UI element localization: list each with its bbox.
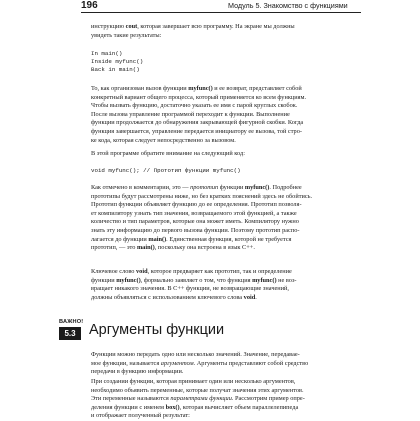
code-term: main()	[136, 244, 155, 252]
section-heading: Аргументы функции	[89, 322, 225, 338]
important-label: ВАЖНО!	[59, 319, 84, 325]
emphasis-term: аргументом	[160, 359, 194, 367]
text-line: прототипы будут рассмотрены ниже, но без кратких пояснений здесь не обойтись.	[91, 192, 313, 200]
code-term: void	[243, 293, 256, 301]
text-line: инструкцию cout, которая завершает всю программу. На экране мы должны	[91, 23, 295, 30]
text-line: ет компилятору узнать тип значения, возвращаемого этой функцией, а также	[91, 209, 297, 217]
code-term: myfunc()	[252, 276, 277, 284]
code-line: Inside myfunc()	[91, 58, 144, 66]
text-line: передачи в функцию информации.	[91, 368, 184, 376]
text-line: Функции можно передать одно или несколько значений. Значение, передавае-	[91, 351, 300, 358]
text-line: конкретный вариант общего процесса, который применяется ко всем функциям.	[91, 93, 307, 101]
text-line: деления функции с именем box(), которая вычисляет объем параллелепипеда	[91, 403, 299, 411]
text-line: Эти переменные называются параметрами функции. Рассмотрим пример опре-	[91, 395, 305, 403]
header-rule	[81, 12, 361, 13]
chapter-title: Модуль 5. Знакомство с функциями	[228, 1, 348, 10]
code-term: myfunc()	[116, 276, 141, 284]
emphasis-term: прототип	[190, 184, 219, 191]
emphasis-term: параметрами функции	[170, 395, 232, 403]
text-line: знать эту информацию до первого вызова функции. Поэтому прототип распо-	[91, 227, 300, 234]
code-term: box()	[165, 403, 180, 411]
text-line: мое функции, называется аргументом. Аргументы представляют собой средство	[91, 359, 309, 367]
code-term: cout	[125, 23, 138, 30]
text-line: необходимо объявить переменные, которые получат значения этих аргументов.	[91, 386, 304, 394]
text-line: и отображает полученный результат:	[91, 412, 190, 420]
text-line: Прототип функции объявляет функцию до ее определения. Прототип позволя-	[91, 201, 302, 209]
text-line: вращает никакого значения. В C++ функции, не возвращающие значений,	[91, 285, 289, 293]
text-line: После вызова управление программой переходит к функции. Выполнение	[91, 110, 290, 118]
code-term: myfunc()	[244, 184, 270, 191]
text-line: должны объявляться с использованием ключевого слова void.	[91, 293, 257, 301]
running-header	[81, 1, 359, 11]
code-term: main()	[148, 235, 167, 243]
code-term: myfunc()	[188, 85, 213, 92]
text-line: Как отмечено в комментарии, это — прототип функции myfunc(). Подробнее	[91, 184, 302, 191]
text-line: лагается до функции main(). Единственная функция, которой не требуется	[91, 235, 292, 243]
text-line: Ключевое слово void, которое предваряет как прототип, так и определение	[91, 268, 292, 275]
text-line: функции продолжается до обнаружения закрывающей фигурной скобки. Когда	[91, 119, 304, 127]
section-number: 5.3	[59, 327, 81, 340]
code-line: In main()	[91, 50, 123, 57]
code-line: Back in main()	[91, 66, 140, 74]
code-term: void	[136, 268, 148, 275]
text-line: количество и тип параметров, которые она может иметь. Компилятору нужно	[91, 218, 299, 226]
text-line: Чтобы вызвать функцию, достаточно указать ее имя с парой круглых скобок.	[91, 102, 298, 110]
text-line: функции myfunc(), формально заявляет о том, что функция myfunc() не воз-	[91, 276, 297, 284]
text-line: ке кода, которая следует непосредственно за вызовом.	[91, 136, 236, 144]
text-line: увидеть такие результаты:	[91, 31, 162, 39]
code-line: void myfunc(); // Прототип функции myfunc()	[91, 167, 241, 174]
text-line: При создании функции, которая принимает один или несколько аргументов,	[91, 378, 296, 385]
text-line: функция завершается, управление передается инициатору ее вызова, той стро-	[91, 128, 302, 135]
page-number: 196	[81, 0, 98, 11]
text-line: прототип, — это main(), поскольку она встроена в язык C++.	[91, 244, 255, 252]
text-line: В этой программе обратите внимание на следующий код:	[91, 150, 245, 157]
text-line: То, как организован вызов функции myfunc() и ее возврат, представляет собой	[91, 85, 302, 92]
